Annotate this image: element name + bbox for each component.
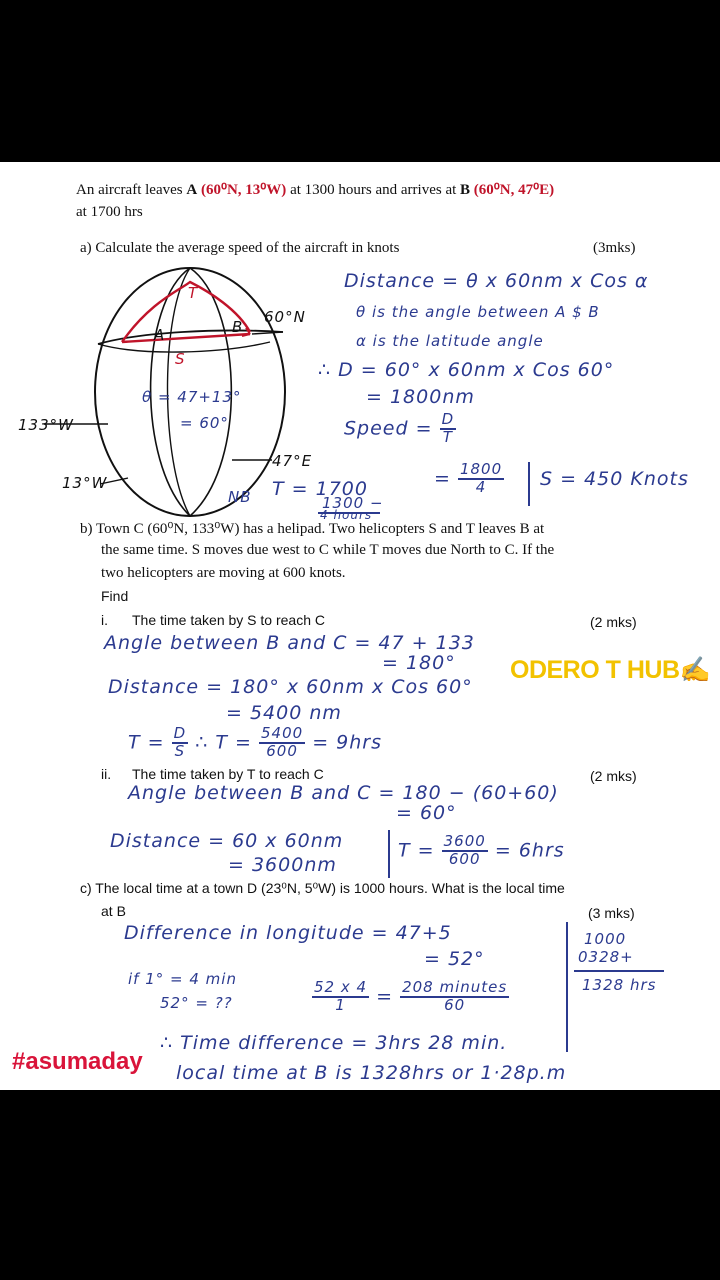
bii-value-num: 3600 [443, 832, 486, 850]
sol-c-line-2: = 52° [424, 948, 485, 970]
c-hr-den: 60 [444, 995, 466, 1014]
bii-value-fraction [442, 834, 488, 868]
c-min-num: 52 x 4 [314, 978, 368, 996]
question-a: a) Calculate the average speed of the aircraft in knots [80, 240, 400, 256]
intro-line-1 [76, 180, 554, 199]
question-bi-text: The time taken by S to reach C [132, 612, 325, 628]
sol-c-line-4: 52° = ?? [160, 994, 233, 1012]
sol-a-time-2: 1300 − [322, 494, 384, 512]
intro-text: An aircraft leaves [76, 182, 187, 198]
route-t-north [122, 282, 250, 342]
speed-num: D [441, 410, 455, 428]
bi-ds-num: D [173, 724, 187, 742]
diagram-theta-2: = 60° [180, 414, 229, 432]
hashtag: #asumaday [12, 1048, 143, 1075]
point-b-coords: (60⁰N, 47⁰E) [473, 182, 555, 198]
bii-t-label: T = [398, 839, 435, 862]
sol-bii-divider [388, 830, 390, 878]
sol-c-calc [312, 980, 509, 1014]
sol-a-line-1: Distance = θ x 60nm x Cos α [344, 270, 649, 292]
sol-c-add-line [574, 970, 664, 972]
document-page [0, 162, 720, 1090]
sol-a-time-3: 4 hours [320, 508, 373, 522]
sol-a-line-4: ∴ D = 60° x 60nm x Cos 60° [318, 359, 615, 381]
question-b-line-1: b) Town C (60⁰N, 133⁰W) has a helipad. Two helicopters S and T leaves B at [80, 521, 545, 537]
sol-bi-time [128, 726, 382, 760]
c-hr-fraction [400, 980, 509, 1014]
question-bi-marks: (2 mks) [590, 614, 637, 630]
sol-c-line-6: local time at B is 1328hrs or 1·28p.m [176, 1062, 567, 1084]
sol-c-line-1: Difference in longitude = 47+5 [124, 922, 452, 944]
bii-value-den: 600 [448, 849, 481, 868]
bi-t-label: T = [128, 731, 165, 754]
sol-a-line-5: = 1800nm [366, 386, 475, 408]
diagram-a: A [154, 326, 166, 344]
question-b-find: Find [101, 588, 129, 604]
speed-fraction [440, 412, 457, 446]
diagram-lon3: 47°E [272, 452, 313, 470]
diagram-t: T [188, 284, 199, 302]
question-c-marks: (3 mks) [588, 905, 635, 921]
question-c-line-2: at B [101, 903, 126, 919]
sol-a-line-3: α is the latitude angle [356, 332, 544, 350]
value-fraction [458, 462, 504, 496]
sol-bi-line-1: Angle between B and C = 47 + 133 [104, 632, 475, 654]
question-b-line-3: two helicopters are moving at 600 knots. [101, 565, 346, 581]
sol-a-value [434, 462, 504, 496]
bi-ds-fraction [172, 726, 189, 760]
value-eq: = [434, 467, 451, 490]
c-min-den: 1 [335, 995, 346, 1014]
sol-bi-line-3: Distance = 180° x 60nm x Cos 60° [108, 676, 473, 698]
sol-c-line-5: ∴ Time difference = 3hrs 28 min. [160, 1032, 508, 1054]
question-bii-num: ii. [101, 766, 112, 782]
sol-bii-line-1: Angle between B and C = 180 − (60+60) [128, 782, 559, 804]
sol-a-divider [528, 462, 530, 506]
point-a-label: A [186, 182, 198, 198]
sol-a-speed [344, 412, 456, 446]
question-bii-text: The time taken by T to reach C [132, 766, 324, 782]
point-a-coords: (60⁰N, 13⁰W) [200, 182, 287, 198]
question-b-line-2: the same time. S moves due west to C while T moves due North to C. If the [101, 542, 555, 558]
question-bi-num: i. [101, 612, 108, 628]
sol-bi-line-2: = 180° [382, 652, 456, 674]
diagram-b: B [232, 318, 244, 336]
sol-bii-line-4: = 3600nm [228, 854, 337, 876]
sol-a-line-2: θ is the angle between A $ B [356, 303, 600, 321]
bi-value-den: 600 [266, 741, 298, 760]
sol-a-time-1: T = 1700 [272, 478, 368, 500]
diagram-lon1: 133°W [18, 416, 74, 434]
intro-text-2: at 1300 hours and arrives at [286, 182, 461, 198]
bi-result: = 9hrs [312, 731, 383, 754]
bi-value-fraction [259, 726, 305, 760]
sol-c-add-2: 0328+ [578, 948, 634, 966]
c-eq: = [376, 985, 394, 1008]
sol-bii-line-2: = 60° [396, 802, 457, 824]
value-den: 4 [475, 477, 487, 496]
bi-ds-den: S [174, 741, 186, 760]
sol-c-add-1: 1000 [584, 930, 627, 948]
sol-a-result: S = 450 Knots [540, 468, 689, 490]
bi-therefore: ∴ T = [195, 731, 252, 754]
sol-c-divider [566, 922, 568, 1052]
intro-line-2: at 1700 hrs [76, 204, 143, 220]
diagram-s: S [175, 350, 186, 368]
point-b-label: B [460, 182, 471, 198]
sol-bii-line-3: Distance = 60 x 60nm [110, 830, 344, 852]
sol-bi-line-4: = 5400 nm [226, 702, 342, 724]
diagram-theta-1: θ = 47+13° [142, 388, 242, 406]
value-num: 1800 [459, 460, 503, 478]
bi-value-num: 5400 [260, 724, 304, 742]
sol-a-nb: NB [228, 488, 252, 506]
diagram-lon2: 13°W [62, 474, 108, 492]
c-hr-num: 208 minutes [402, 978, 508, 996]
sol-bii-time [398, 834, 565, 868]
sol-c-line-3: if 1° = 4 min [128, 970, 237, 988]
sol-c-add-3: 1328 hrs [582, 976, 657, 994]
bii-result: = 6hrs [494, 839, 565, 862]
question-bii-marks: (2 mks) [590, 768, 637, 784]
speed-den: T [442, 427, 453, 446]
question-c-line-1: c) The local time at a town D (23⁰N, 5⁰W) is 1000 hours. What is the local time [80, 880, 565, 896]
question-a-marks: (3mks) [593, 240, 636, 256]
c-min-fraction [312, 980, 369, 1014]
diagram-lat: 60°N [264, 308, 306, 326]
watermark: ODERO T HUB✍ [510, 656, 711, 684]
lat-pointer [252, 332, 283, 334]
speed-label: Speed = [344, 417, 433, 440]
